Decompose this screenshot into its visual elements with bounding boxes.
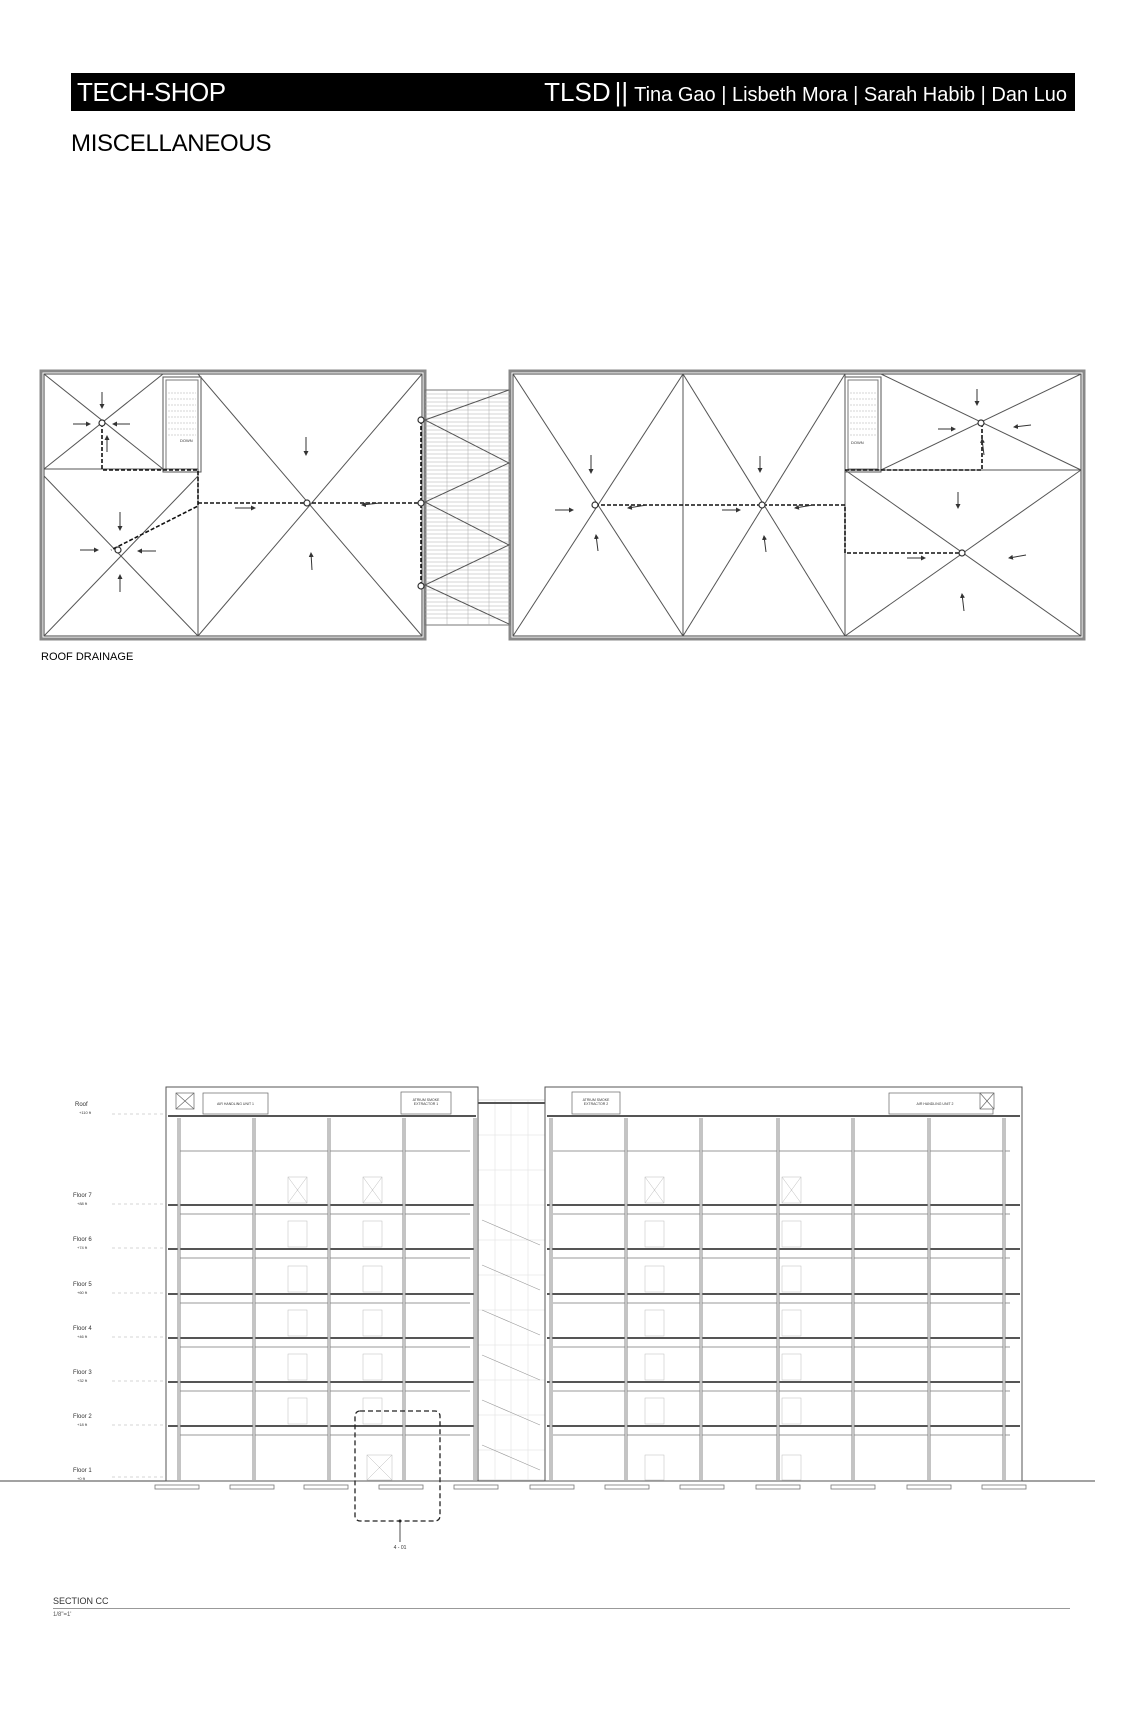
level-marker-floor5: Floor 5 +60 ft [73, 1282, 92, 1295]
project-title: TECH-SHOP [77, 76, 226, 107]
section-scale: 1/8"=1' [53, 1612, 72, 1618]
level-marker-floor1: Floor 1 +0 ft [73, 1468, 92, 1481]
detail-callout-label: 4 - 01 [393, 1545, 407, 1551]
team-members: Tina Gao | Lisbeth Mora | Sarah Habib | Dan Luo [634, 83, 1067, 106]
stair-label-left: DOWN [180, 438, 193, 443]
level-marker-floor3: Floor 3 +32 ft [73, 1370, 92, 1383]
level-marker-floor6: Floor 6 +74 ft [73, 1237, 92, 1250]
team-separator: || [614, 76, 629, 107]
section-caption: SECTION CC [53, 1596, 109, 1606]
roof-drainage-caption: ROOF DRAINAGE [41, 651, 134, 663]
page-title: MISCELLANEOUS [71, 130, 272, 157]
equipment-label-smoke2: ATRIUM SMOKE EXTRACTOR 2 [582, 1098, 610, 1106]
level-marker-roof: Roof +110 ft [75, 1102, 92, 1115]
stair-label-right: DOWN [851, 440, 864, 445]
equipment-label-ahu1: AIR HANDLING UNIT 1 [217, 1102, 254, 1106]
equipment-label-smoke1: ATRIUM SMOKE EXTRACTOR 1 [412, 1098, 440, 1106]
section-caption-rule [53, 1608, 1070, 1609]
level-marker-floor7: Floor 7 +88 ft [73, 1193, 92, 1206]
level-marker-floor4: Floor 4 +46 ft [73, 1326, 92, 1339]
level-marker-floor2: Floor 2 +18 ft [73, 1414, 92, 1427]
equipment-label-ahu2: AIR HANDLING UNIT 2 [916, 1102, 954, 1106]
team-code: TLSD [544, 76, 611, 107]
